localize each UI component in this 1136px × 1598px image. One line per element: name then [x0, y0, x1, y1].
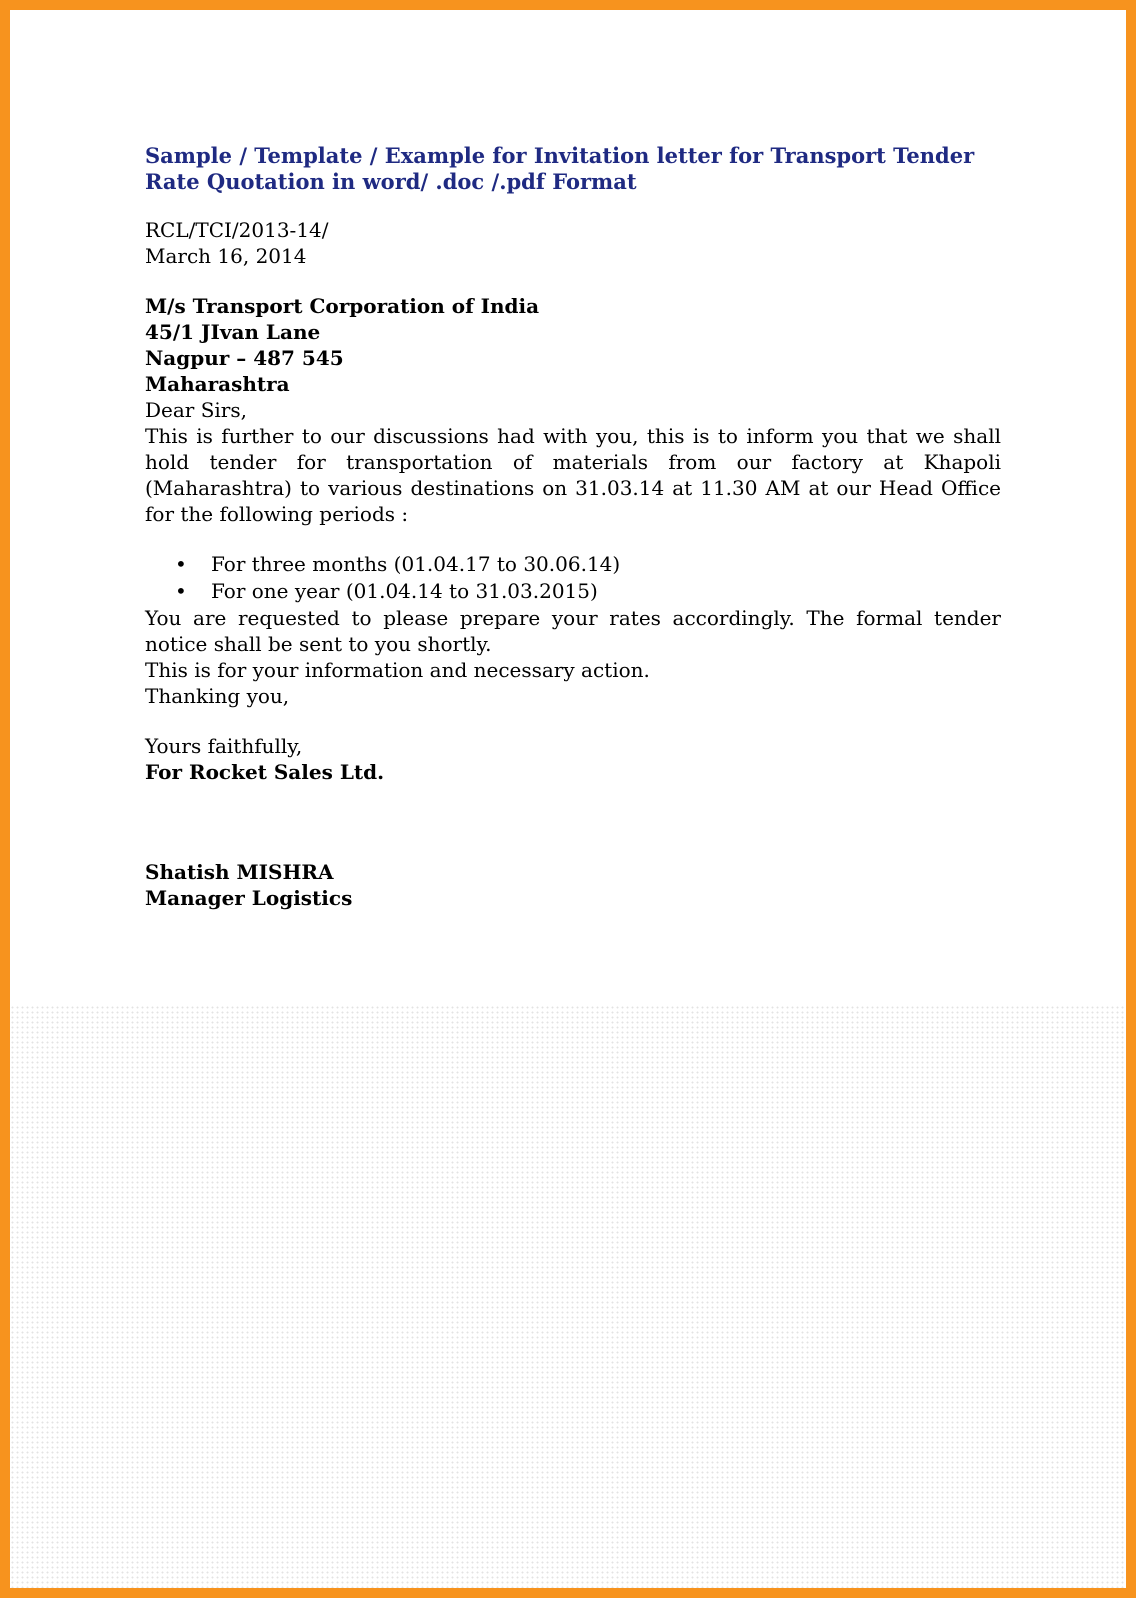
- recipient-name: M/s Transport Corporation of India: [145, 294, 540, 318]
- signatory-name: Shatish MISHRA: [145, 860, 334, 884]
- recipient-state: Maharashtra: [145, 372, 290, 396]
- signatory-title: Manager Logistics: [145, 886, 353, 910]
- company-name: For Rocket Sales Ltd.: [145, 760, 385, 784]
- body-paragraph-2: You are requested to please prepare your rates accordingly. The formal tender notice shall be sent to you shortly.: [145, 606, 1001, 656]
- letter-body: [145, 143, 1001, 911]
- signature-block: [145, 859, 1001, 911]
- document-title: [145, 143, 1001, 195]
- recipient-city: Nagpur – 487 545: [145, 346, 344, 370]
- salutation: Dear Sirs,: [145, 398, 247, 422]
- body-paragraph-1: This is further to our discussions had with you, this is to inform you that we shall hold tender for transportation of materials from our factory at Khapoli (Maharashtra) to various destinations on 31.03.14 at 11.30 AM at our Head Office for the following periods :: [145, 424, 1001, 526]
- thanks-line: Thanking you,: [145, 684, 290, 708]
- list-item: [145, 551, 1001, 578]
- bullet-icon: •: [175, 579, 187, 603]
- document-title-line-1: Sample / Template / Example for Invitation letter for Transport Tender: [145, 143, 975, 168]
- list-item: [145, 578, 1001, 605]
- document-title-line-2: Rate Quotation in word/ .doc /.pdf Format: [145, 169, 637, 194]
- recipient-street: 45/1 JIvan Lane: [145, 320, 321, 344]
- period-text: For three months (01.04.17 to 30.06.14): [211, 552, 621, 576]
- reference-number: RCL/TCI/2013-14/: [145, 218, 329, 242]
- reference-block: [145, 217, 1001, 269]
- closing-block: [145, 733, 1001, 785]
- bullet-icon: •: [175, 552, 187, 576]
- period-text: For one year (01.04.14 to 31.03.2015): [211, 579, 598, 603]
- dot-pattern-background: [10, 1005, 1126, 1598]
- recipient-address: [145, 293, 1001, 397]
- letter-date: March 16, 2014: [145, 244, 307, 268]
- body-paragraph-3: This is for your information and necessary action.: [145, 658, 650, 682]
- closing-line: Yours faithfully,: [145, 734, 303, 758]
- period-list: [145, 551, 1001, 605]
